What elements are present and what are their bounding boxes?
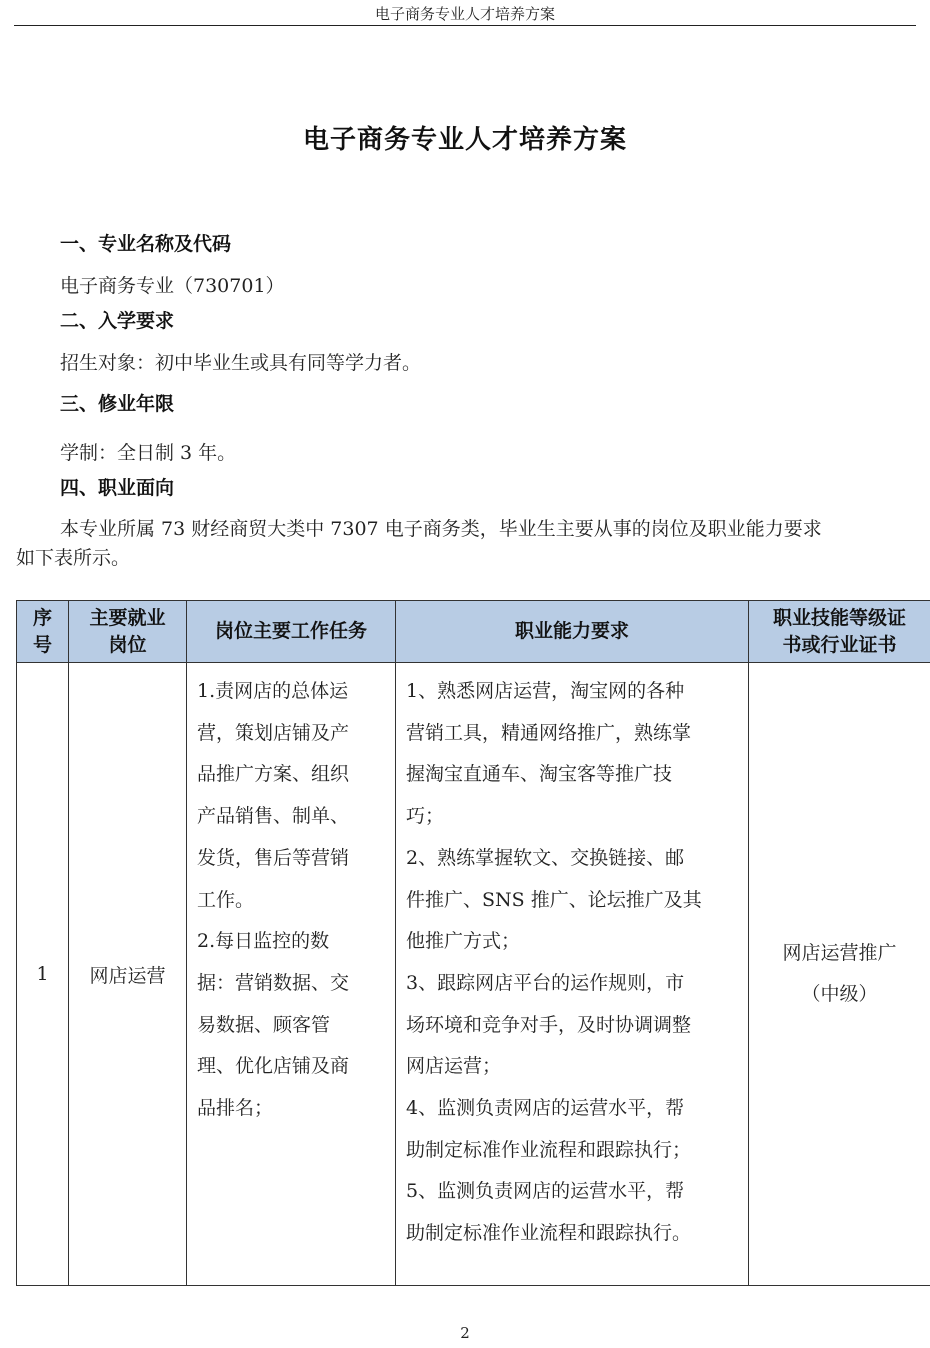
ability-line: 网店运营； (406, 1055, 502, 1078)
task-line: 理、优化店铺及商 (197, 1055, 350, 1078)
section-heading-1: 一、专业名称及代码 (60, 233, 232, 255)
study-duration: 学制：全日制 3 年。 (60, 442, 237, 464)
header-certificate (749, 601, 930, 663)
ability-line: 营销工具，精通网络推广，熟练掌 (406, 721, 692, 744)
header-position-line-1: 主要就业 (89, 606, 166, 629)
header-rule (14, 25, 916, 26)
header-certificate-line-1: 职业技能等级证 (772, 606, 906, 629)
task-line: 营，策划店铺及产 (197, 721, 350, 744)
task-line: 2.每日监控的数 (197, 930, 330, 953)
row-index: 1 (17, 663, 69, 1286)
section-heading-3: 三、修业年限 (60, 393, 175, 415)
header-index-line-1: 序 (32, 606, 52, 629)
task-line: 产品销售、制单、 (197, 805, 350, 828)
table-header-row (17, 601, 930, 663)
ability-line: 件推广、SNS 推广、论坛推广及其 (406, 888, 702, 911)
ability-line: 巧； (406, 805, 445, 828)
header-certificate-line-2: 书或行业证书 (782, 633, 897, 656)
task-line: 据：营销数据、交 (197, 971, 350, 994)
row-position: 网店运营 (69, 663, 187, 1286)
certificate-line-2: （中级） (801, 983, 878, 1005)
task-line: 品推广方案、组织 (197, 763, 350, 786)
career-paragraph-line-2: 如下表所示。 (16, 547, 131, 569)
ability-line: 助制定标准作业流程和跟踪执行。 (406, 1222, 692, 1245)
row-abilities (396, 663, 749, 1286)
career-paragraph (16, 515, 918, 573)
header-position (69, 601, 187, 663)
certificate-line-1: 网店运营推广 (782, 942, 897, 964)
ability-line: 他推广方式； (406, 930, 521, 953)
row-certificate (749, 663, 930, 1286)
header-abilities: 职业能力要求 (396, 601, 749, 663)
ability-line: 2、熟练掌握软文、交换链接、邮 (406, 846, 685, 869)
ability-line: 1、熟悉网店运营，淘宝网的各种 (406, 680, 685, 702)
page-title: 电子商务专业人才培养方案 (302, 125, 627, 155)
task-line: 易数据、顾客管 (197, 1013, 331, 1036)
running-header: 电子商务专业人才培养方案 (374, 5, 555, 23)
career-table (16, 600, 930, 1286)
page-number: 2 (460, 1324, 470, 1342)
section-heading-4: 四、职业面向 (60, 477, 175, 499)
table-row (17, 663, 930, 1286)
header-index (17, 601, 69, 663)
task-line: 1.责网店的总体运 (197, 680, 349, 702)
ability-line: 3、跟踪网店平台的运作规则，市 (406, 971, 685, 994)
enrollment-target: 招生对象：初中毕业生或具有同等学力者。 (60, 352, 422, 374)
major-name-code: 电子商务专业（730701） (60, 275, 285, 297)
row-tasks (187, 663, 396, 1286)
header-index-line-2: 号 (32, 633, 52, 656)
task-line: 发货，售后等营销 (197, 846, 350, 869)
ability-line: 5、监测负责网店的运营水平，帮 (406, 1180, 685, 1203)
career-paragraph-line-1: 本专业所属 73 财经商贸大类中 7307 电子商务类，毕业生主要从事的岗位及职业能力要求 (60, 518, 822, 540)
task-line: 工作。 (197, 888, 255, 911)
ability-line: 助制定标准作业流程和跟踪执行； (406, 1138, 692, 1161)
header-position-line-2: 岗位 (108, 633, 147, 656)
ability-line: 握淘宝直通车、淘宝客等推广技 (406, 763, 673, 786)
task-line: 品排名； (197, 1097, 274, 1120)
ability-line: 4、监测负责网店的运营水平，帮 (406, 1097, 685, 1120)
header-tasks: 岗位主要工作任务 (187, 601, 396, 663)
section-heading-2: 二、入学要求 (60, 310, 175, 332)
ability-line: 场环境和竞争对手，及时协调调整 (406, 1013, 692, 1036)
